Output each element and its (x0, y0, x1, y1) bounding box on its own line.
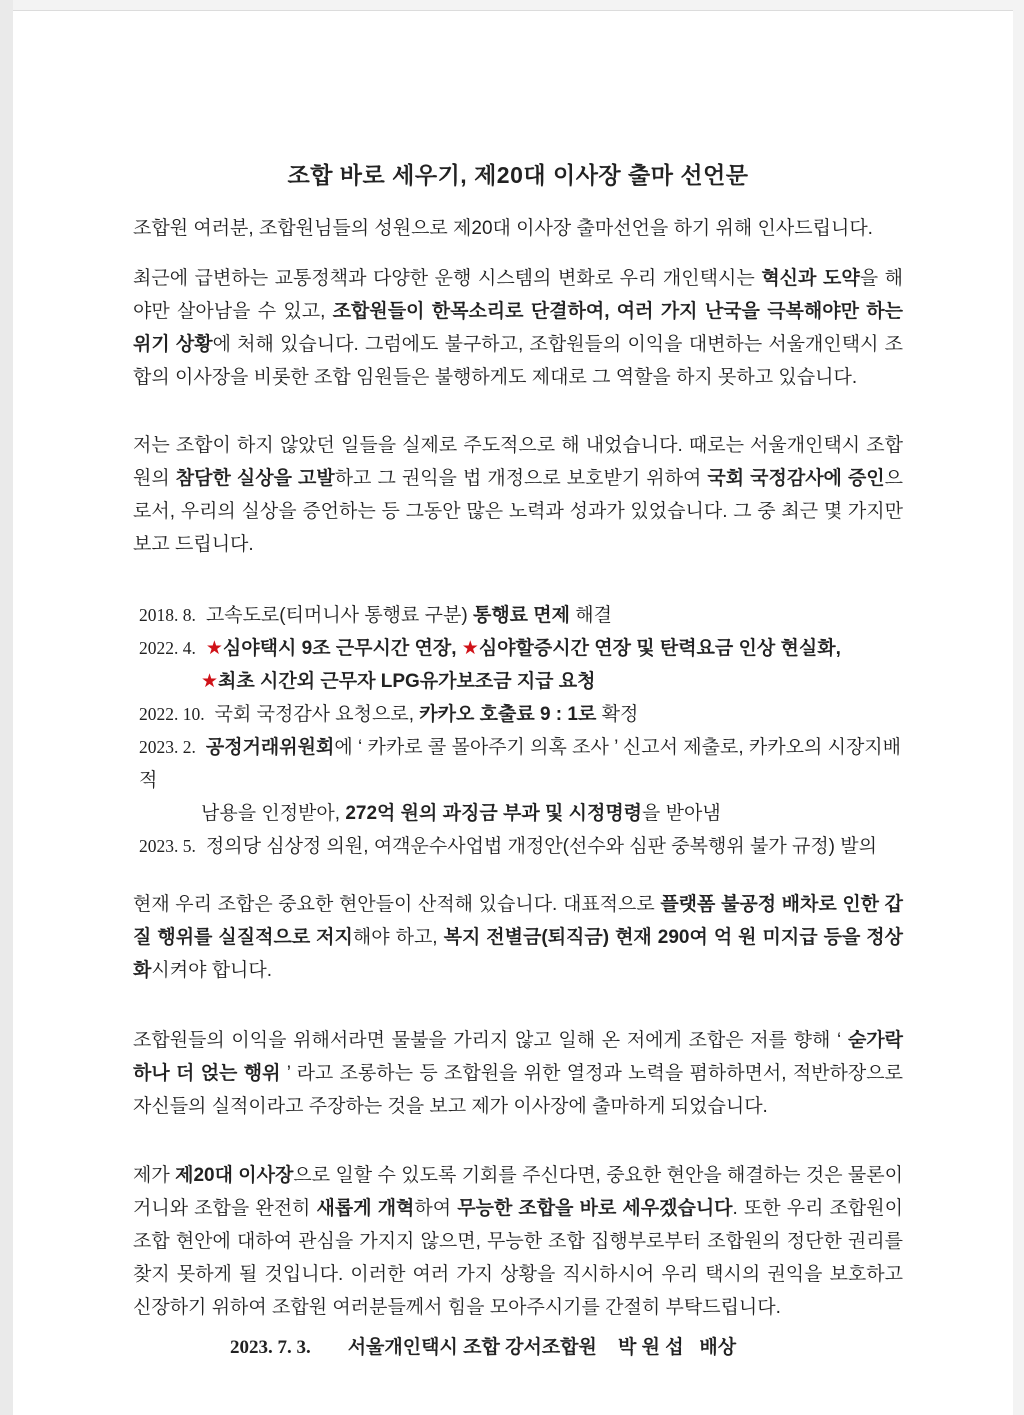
text-run: 최근에 급변하는 교통정책과 다양한 운행 시스템의 변화로 우리 개인택시는 (133, 268, 762, 289)
text-run: 하고 그 권익을 법 개정으로 보호받기 위하여 (334, 468, 708, 489)
text-run: 조합원들의 이익을 위해서라면 물불을 가리지 않고 일해 온 저에게 조합은 저를 향해 ‘ (133, 1030, 848, 1051)
text-run: 혁신과 도약 (761, 268, 860, 289)
paragraph-motivation (133, 1024, 903, 1123)
achievement-line (139, 830, 903, 863)
achievement-line-continued (201, 665, 903, 698)
achievement-date: 2022. 10. (139, 704, 205, 724)
paragraph-crisis (133, 262, 903, 394)
text-run: 하여 (414, 1198, 458, 1219)
achievement-item (139, 830, 903, 863)
achievement-item (139, 731, 903, 830)
text-run: 새롭게 개혁 (316, 1198, 415, 1219)
text-run: 카카오 호출료 9 : 1로 (419, 704, 597, 725)
text-run: 을 받아냄 (642, 803, 721, 824)
achievement-date: 2023. 2. (139, 737, 196, 757)
star-icon: ★ (201, 671, 219, 692)
achievement-date: 2023. 5. (139, 836, 196, 856)
achievement-date: 2022. 4. (139, 638, 196, 658)
paragraph-accomplishment-intro (133, 429, 903, 561)
text-run: . 또한 우리 조합원이 조합 현안에 대하여 관심을 가지지 않으면, 무능한 조합 집행부로부터 조합원의 정단한 권리를 찾지 못하게 될 것입니다. 이러한 여러 가지 상황을 직시하시어 우리 택시의 권익을 보호하고 신장하기 위하여 조합원 여러분들께서 힘을 모아주시기를 간절히 부탁드립니다. (133, 1198, 903, 1318)
text-run: 심야택시 9조 근무시간 연장, (222, 638, 462, 659)
text-run: 현재 우리 조합은 중요한 현안들이 산적해 있습니다. 대표적으로 (133, 894, 661, 915)
text-run: 공정거래위원회 (205, 737, 335, 758)
text-run: 최초 시간외 근무자 LPG유가보조금 지급 요청 (218, 671, 596, 692)
text-run: 제가 (133, 1165, 176, 1186)
text-run: 통행료 면제 (472, 605, 571, 626)
text-run: 2023. 7. 3. (230, 1337, 311, 1358)
text-run: 숟가락 하나 더 얹는 행위 (133, 1030, 903, 1084)
paragraph-current-issues (133, 888, 903, 987)
text-run: 고속도로(티머니사 통행료 구분) (205, 605, 473, 626)
text-run: 정의당 심상정 의원, 여객운수사업법 개정안(선수와 심판 중복행위 불가 규정) 발의 (205, 836, 878, 857)
achievement-item (139, 632, 903, 698)
text-run: 국회 국정감사에 증인 (707, 468, 885, 489)
text-run: 으로 일할 수 있도록 기회를 주신다면, 중요한 현안을 해결하는 것은 물론이거니와 조합을 완전히 (133, 1165, 903, 1219)
text-run: 참담한 실상을 고발 (175, 468, 335, 489)
text-run: 무능한 조합을 바로 세우겠습니다 (457, 1198, 733, 1219)
text-run: 조합원들이 한목소리로 단결하여, 여러 가지 난국을 극복해야만 하는 위기 상황 (133, 301, 903, 355)
achievement-line-continued (201, 797, 903, 830)
text-run: 저는 조합이 하지 않았던 일들을 실제로 주도적으로 해 내었습니다. 때로는 서울개인택시 조합원의 (133, 435, 903, 489)
document-page (13, 10, 1013, 1415)
text-run: 에 ‘ 카카로 콜 몰아주기 의혹 조사 ’ 신고서 제출로, 카카오의 시장지배 적 (139, 737, 902, 791)
star-icon: ★ (205, 638, 223, 659)
text-run: 복지 전별금(퇴직금) 현재 290여 억 원 미지급 등을 정상화 (133, 927, 904, 981)
text-run: 제20대 이사장 (175, 1165, 294, 1186)
document-title: 조합 바로 세우기, 제20대 이사장 출마 선언문 (287, 162, 749, 188)
text-run: 272억 원의 과징금 부과 및 시정명령 (345, 803, 643, 824)
achievements-list (133, 599, 903, 863)
text-run: 플랫폼 불공정 배차로 인한 갑질 행위를 실질적으로 저지 (133, 894, 903, 948)
text-run: 에 처해 있습니다. 그럼에도 불구하고, 조합원들의 이익을 대변하는 서울개인택시 조합의 이사장을 비롯한 조합 임원들은 불행하게도 제대로 그 역할을 하지 못하고 있습니다. (133, 334, 903, 388)
document-content (133, 159, 903, 1364)
text-run: 확정 (596, 704, 639, 725)
achievement-item (139, 698, 903, 731)
text-run: 해야 하고, (352, 927, 444, 948)
achievement-line (139, 632, 903, 665)
text-run: ’ 라고 조롱하는 등 조합원을 위한 열정과 노력을 폄하하면서, 적반하장으로 자신들의 실적이라고 주장하는 것을 보고 제가 이사장에 출마하게 되었습니다. (133, 1063, 903, 1117)
text-run: 조합원 여러분, 조합원님들의 성원으로 제20대 이사장 출마선언을 하기 위해 인사드립니다. (133, 218, 873, 239)
text-run: 심야할증시간 연장 및 탄력요금 인상 현실화, (478, 638, 841, 659)
text-run: 을 해야만 살아남을 수 있고, (133, 268, 903, 322)
text-run: 남용을 인정받아, (201, 803, 346, 824)
paragraph-greeting (133, 212, 903, 245)
text-run: 서울개인택시 조합 강서조합원 박 원 섭 배상 (310, 1337, 737, 1358)
text-run: 으로서, 우리의 실상을 증언하는 등 그동안 많은 노력과 성과가 있었습니다. 그 중 최근 몇 가지만 보고 드립니다. (133, 468, 904, 555)
achievement-line (139, 599, 903, 632)
text-run: 국회 국정감사 요청으로, (214, 704, 420, 725)
paragraph-pledge (133, 1159, 903, 1324)
text-run: 해결 (570, 605, 613, 626)
achievement-line (139, 698, 903, 731)
scan-edge-left (0, 0, 13, 1415)
achievement-item (139, 599, 903, 632)
star-icon: ★ (461, 638, 479, 659)
achievement-date: 2018. 8. (139, 605, 196, 625)
signature-line (230, 1331, 903, 1364)
achievement-line (139, 731, 903, 797)
text-run: 시켜야 합니다. (151, 960, 273, 981)
